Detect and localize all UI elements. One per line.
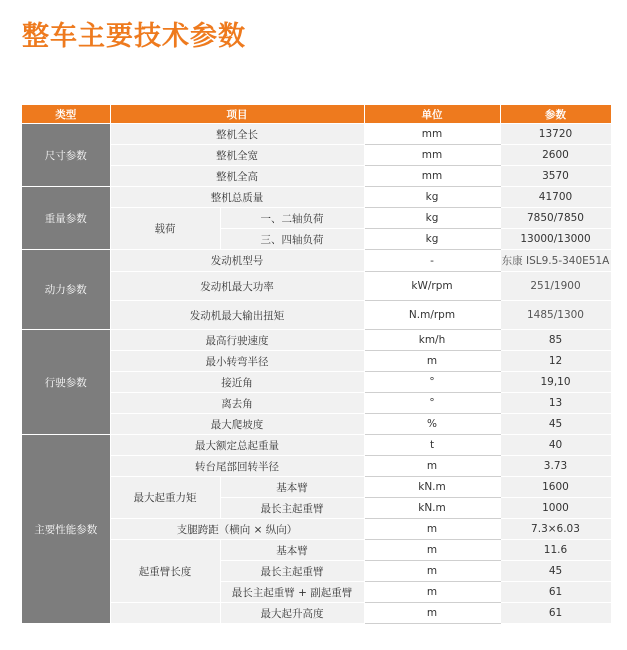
- unit-cell: °: [364, 372, 500, 393]
- item-group-moment: 最大起重力矩: [110, 477, 220, 519]
- value-cell: 7850/7850: [500, 208, 611, 229]
- item-label: 基本臂: [220, 540, 364, 561]
- unit-cell: °: [364, 393, 500, 414]
- unit-cell: kN.m: [364, 477, 500, 498]
- item-label: 支腿跨距（横向 × 纵向）: [110, 519, 364, 540]
- value-cell: 3.73: [500, 456, 611, 477]
- unit-cell: km/h: [364, 330, 500, 351]
- table-row: [22, 477, 611, 498]
- unit-cell: m: [364, 603, 500, 624]
- item-group-boom: 起重臂长度: [110, 540, 220, 603]
- item-label: 最大起升高度: [220, 603, 364, 624]
- unit-cell: N.m/rpm: [364, 301, 500, 330]
- unit-cell: m: [364, 519, 500, 540]
- item-label: 整机全高: [110, 166, 364, 187]
- value-cell: 61: [500, 582, 611, 603]
- table-row: [22, 603, 611, 624]
- table-row: [22, 393, 611, 414]
- item-group-load: 载荷: [110, 208, 220, 250]
- category-weight: 重量参数: [22, 187, 110, 250]
- unit-cell: kg: [364, 187, 500, 208]
- category-performance: 主要性能参数: [22, 435, 110, 624]
- value-cell: 61: [500, 603, 611, 624]
- table-row: [22, 250, 611, 272]
- value-cell: 13720: [500, 124, 611, 145]
- value-cell: 40: [500, 435, 611, 456]
- unit-cell: m: [364, 561, 500, 582]
- item-label: 接近角: [110, 372, 364, 393]
- item-label: 整机全宽: [110, 145, 364, 166]
- item-label: 整机总质量: [110, 187, 364, 208]
- value-cell: 1485/1300: [500, 301, 611, 330]
- unit-cell: m: [364, 540, 500, 561]
- table-row: [22, 519, 611, 540]
- value-cell: 251/1900: [500, 272, 611, 301]
- table-row: [22, 208, 611, 229]
- unit-cell: -: [364, 250, 500, 272]
- table-row: [22, 456, 611, 477]
- value-cell: 41700: [500, 187, 611, 208]
- item-label: 转台尾部回转半径: [110, 456, 364, 477]
- item-label: 最大爬坡度: [110, 414, 364, 435]
- category-power: 动力参数: [22, 250, 110, 330]
- value-cell: 85: [500, 330, 611, 351]
- item-label: 最高行驶速度: [110, 330, 364, 351]
- value-cell: 2600: [500, 145, 611, 166]
- unit-cell: m: [364, 351, 500, 372]
- unit-cell: m: [364, 582, 500, 603]
- value-cell: 13000/13000: [500, 229, 611, 250]
- header-item: 项目: [110, 105, 364, 124]
- value-cell: 1000: [500, 498, 611, 519]
- category-size: 尺寸参数: [22, 124, 110, 187]
- unit-cell: mm: [364, 145, 500, 166]
- value-cell: 东康 ISL9.5-340E51A: [500, 250, 611, 272]
- header-unit: 单位: [364, 105, 500, 124]
- value-cell: 19,10: [500, 372, 611, 393]
- value-cell: 7.3×6.03: [500, 519, 611, 540]
- table-row: [22, 187, 611, 208]
- value-cell: 3570: [500, 166, 611, 187]
- table-row: [22, 124, 611, 145]
- item-label: 最大额定总起重量: [110, 435, 364, 456]
- unit-cell: kN.m: [364, 498, 500, 519]
- item-label: 最小转弯半径: [110, 351, 364, 372]
- unit-cell: kg: [364, 229, 500, 250]
- unit-cell: mm: [364, 124, 500, 145]
- item-label: 发动机最大输出扭矩: [110, 301, 364, 330]
- table-row: [22, 414, 611, 435]
- table-row: [22, 145, 611, 166]
- unit-cell: t: [364, 435, 500, 456]
- item-label: 整机全长: [110, 124, 364, 145]
- table-row: [22, 166, 611, 187]
- value-cell: 11.6: [500, 540, 611, 561]
- value-cell: 12: [500, 351, 611, 372]
- value-cell: 45: [500, 414, 611, 435]
- table-header-row: [22, 105, 611, 124]
- table-row: [22, 351, 611, 372]
- value-cell: 1600: [500, 477, 611, 498]
- value-cell: 13: [500, 393, 611, 414]
- unit-cell: mm: [364, 166, 500, 187]
- header-param: 参数: [500, 105, 611, 124]
- item-label: 最长主起重臂: [220, 498, 364, 519]
- item-label: 三、四轴负荷: [220, 229, 364, 250]
- item-label: 发动机型号: [110, 250, 364, 272]
- table-row: [22, 301, 611, 330]
- item-label: 基本臂: [220, 477, 364, 498]
- value-cell: 45: [500, 561, 611, 582]
- item-label: 离去角: [110, 393, 364, 414]
- item-label: 一、二轴负荷: [220, 208, 364, 229]
- table-row: [22, 272, 611, 301]
- unit-cell: %: [364, 414, 500, 435]
- spec-table: [22, 105, 612, 624]
- item-label: 发动机最大功率: [110, 272, 364, 301]
- unit-cell: kg: [364, 208, 500, 229]
- unit-cell: m: [364, 456, 500, 477]
- table-row: [22, 540, 611, 561]
- unit-cell: kW/rpm: [364, 272, 500, 301]
- table-row: [22, 435, 611, 456]
- table-row: [22, 330, 611, 351]
- table-row: [22, 372, 611, 393]
- item-label: 最长主起重臂: [220, 561, 364, 582]
- header-type: 类型: [22, 105, 110, 124]
- category-travel: 行驶参数: [22, 330, 110, 435]
- item-label: 最长主起重臂 + 副起重臂: [220, 582, 364, 603]
- page-title: 整车主要技术参数: [22, 21, 246, 52]
